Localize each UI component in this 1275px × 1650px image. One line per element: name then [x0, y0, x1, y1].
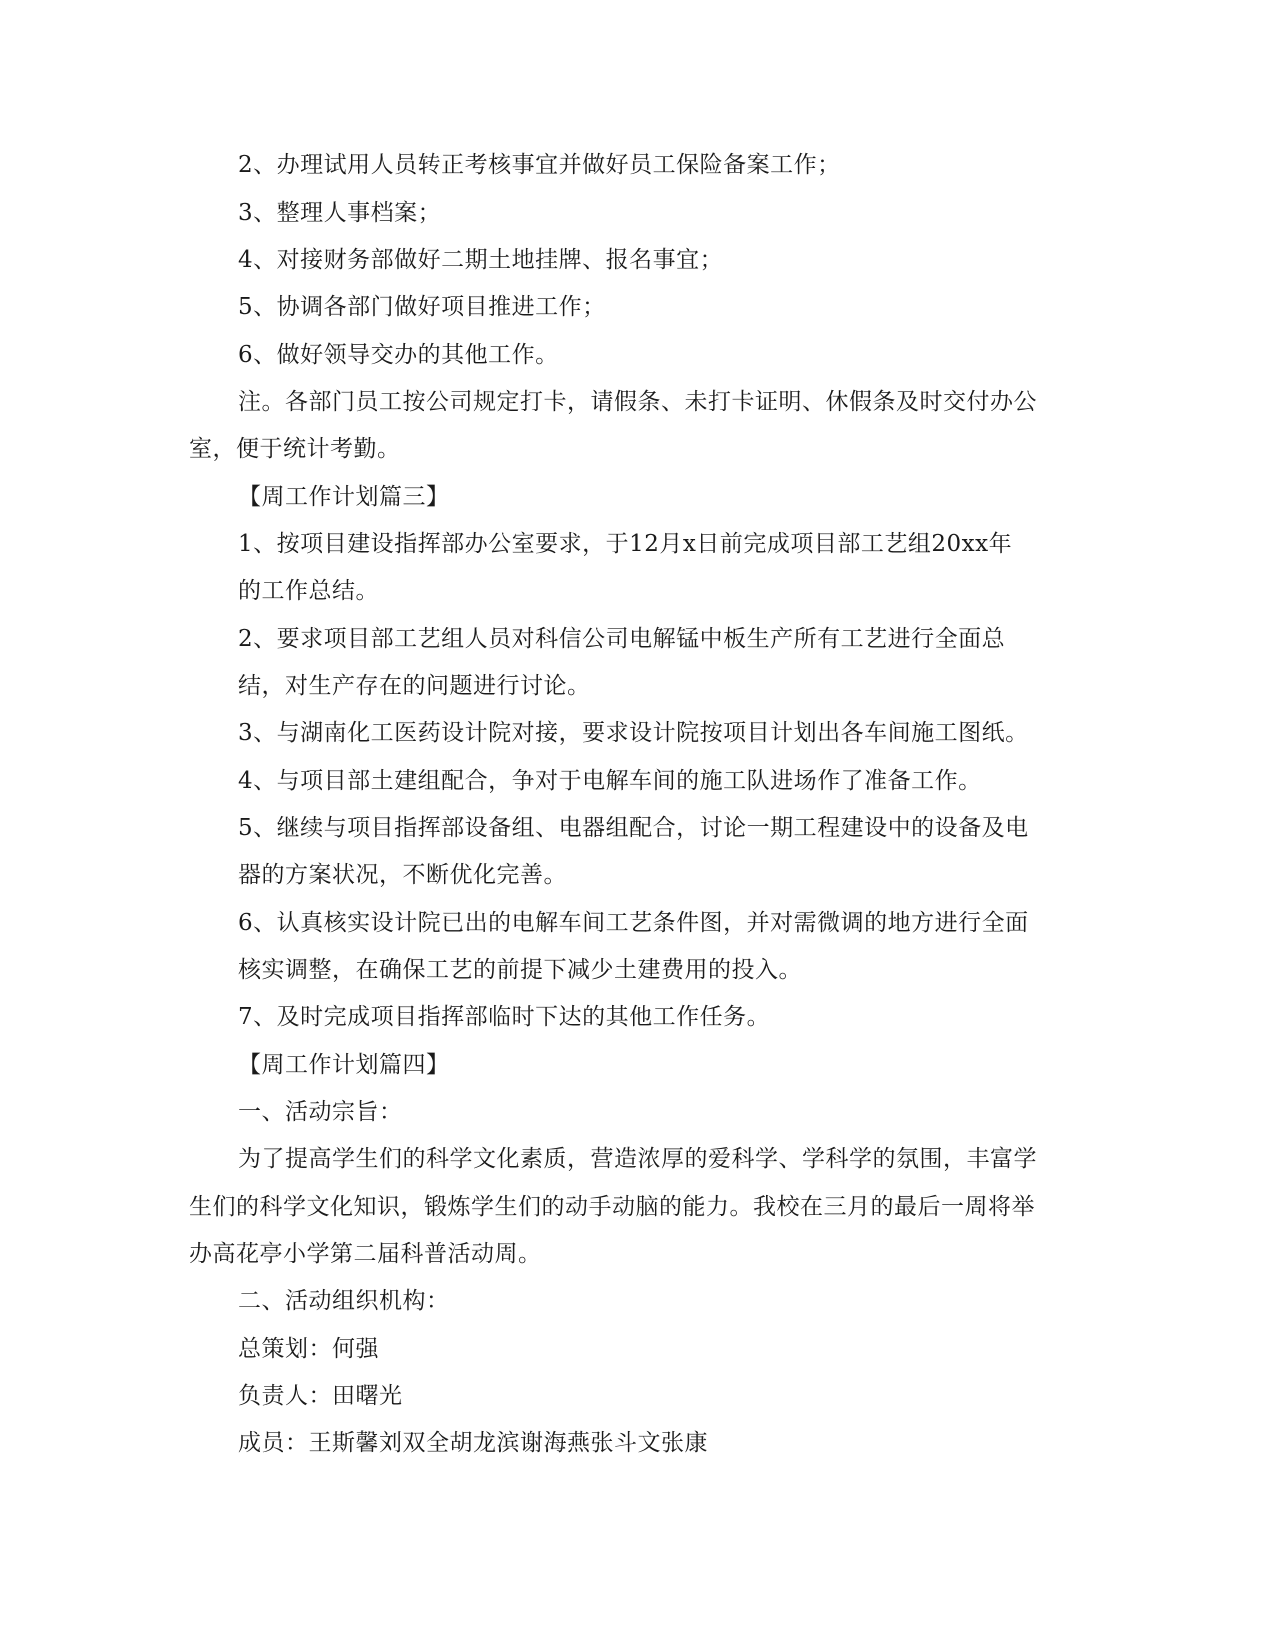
s3-item-2-line-1: 2、要求项目部工艺组人员对科信公司电解锰中板生产所有工艺进行全面总: [238, 626, 1006, 652]
s4-planner: 总策划：何强: [238, 1336, 379, 1362]
s3-item-5-line-1: 5、继续与项目指挥部设备组、电器组配合，讨论一期工程建设中的设备及电: [238, 815, 1029, 841]
paragraph-item-4: 4、对接财务部做好二期土地挂牌、报名事宜；: [238, 247, 724, 273]
s4-purpose-line-1: 为了提高学生们的科学文化素质，营造浓厚的爱科学、学科学的氛围，丰富学: [238, 1146, 1037, 1172]
note-line-1: 注。各部门员工按公司规定打卡，请假条、未打卡证明、休假条及时交付办公: [238, 389, 1037, 415]
s4-org-title: 二、活动组织机构：: [238, 1288, 450, 1314]
note-line-2: 室，便于统计考勤。: [189, 436, 401, 462]
s4-purpose-line-3: 办高花亭小学第二届科普活动周。: [189, 1241, 542, 1267]
s3-item-1-line-1: 1、按项目建设指挥部办公室要求，于12月x日前完成项目部工艺组20xx年: [238, 531, 1013, 557]
section-four-heading: 【周工作计划篇四】: [238, 1052, 450, 1078]
paragraph-item-3: 3、整理人事档案；: [238, 200, 442, 226]
s3-item-5-line-2: 器的方案状况，不断优化完善。: [238, 862, 567, 888]
s4-purpose-line-2: 生们的科学文化知识，锻炼学生们的动手动脑的能力。我校在三月的最后一周将举: [189, 1194, 1035, 1220]
s3-item-6-line-2: 核实调整，在确保工艺的前提下减少土建费用的投入。: [238, 957, 802, 983]
s3-item-6-line-1: 6、认真核实设计院已出的电解车间工艺条件图，并对需微调的地方进行全面: [238, 910, 1029, 936]
paragraph-item-2: 2、办理试用人员转正考核事宜并做好员工保险备案工作；: [238, 152, 841, 178]
section-three-heading: 【周工作计划篇三】: [238, 484, 450, 510]
s4-purpose-title: 一、活动宗旨：: [238, 1099, 403, 1125]
s3-item-7: 7、及时完成项目指挥部临时下达的其他工作任务。: [238, 1004, 771, 1030]
s3-item-3: 3、与湖南化工医药设计院对接，要求设计院按项目计划出各车间施工图纸。: [238, 720, 1029, 746]
paragraph-item-5: 5、协调各部门做好项目推进工作；: [238, 294, 606, 320]
s4-leader: 负责人：田曙光: [238, 1383, 403, 1409]
s3-item-4: 4、与项目部土建组配合，争对于电解车间的施工队进场作了准备工作。: [238, 768, 982, 794]
s3-item-1-line-2: 的工作总结。: [238, 578, 379, 604]
s3-item-2-line-2: 结，对生产存在的问题进行讨论。: [238, 673, 591, 699]
paragraph-item-6: 6、做好领导交办的其他工作。: [238, 342, 559, 368]
s4-members: 成员：王斯馨刘双全胡龙滨谢海燕张斗文张康: [238, 1430, 708, 1456]
